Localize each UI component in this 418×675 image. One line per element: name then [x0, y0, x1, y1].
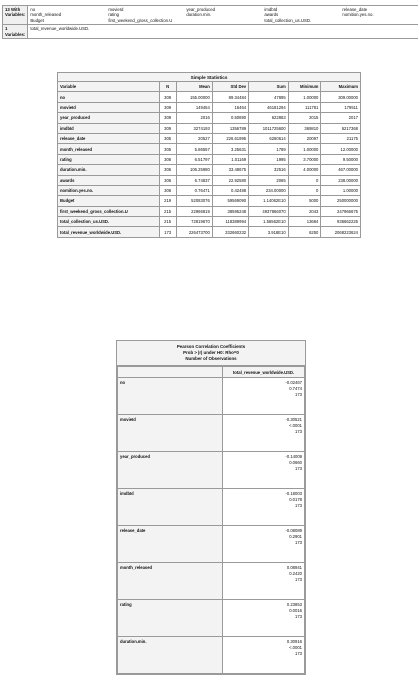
table-cell: 309 — [159, 102, 176, 112]
table-cell: 72819670 — [176, 217, 212, 227]
p-value: <.0001 — [289, 423, 302, 428]
table-row — [58, 165, 361, 175]
correlation-value: -0.14009 — [285, 454, 302, 459]
table-row — [118, 378, 305, 415]
table-cell: 106.25980 — [176, 165, 212, 175]
table-cell: 2016 — [176, 113, 212, 123]
table-row — [58, 196, 361, 206]
column-header: N — [159, 82, 176, 92]
table-cell — [223, 563, 305, 600]
row-label: no — [118, 378, 223, 415]
table-cell: 3274193 — [176, 123, 212, 133]
observation-count: 173 — [295, 540, 302, 545]
p-value: <.0001 — [289, 645, 302, 650]
simple-stats-title: Simple Statistics — [57, 72, 361, 81]
table-cell: 215 — [159, 206, 176, 216]
table-cell: 332660232 — [212, 227, 248, 237]
table-cell: 2017 — [321, 113, 361, 123]
table-cell: 305 — [159, 133, 176, 143]
row-label: movieId — [58, 102, 160, 112]
table-cell: 238.00000 — [321, 175, 361, 185]
table-cell: 4.00000 — [288, 165, 321, 175]
variable-name: month_released — [30, 12, 62, 18]
observation-count: 173 — [295, 651, 302, 656]
table-cell: 111781 — [288, 102, 321, 112]
table-cell: 33.48675 — [212, 165, 248, 175]
table-cell: 6.51797 — [176, 154, 212, 164]
pearson-grid — [117, 366, 305, 674]
table-cell: 22.92580 — [212, 175, 248, 185]
row-label: year_produced — [58, 113, 160, 123]
table-row — [58, 123, 361, 133]
table-row — [58, 206, 361, 216]
table-cell — [223, 452, 305, 489]
row-label: month_released — [118, 563, 223, 600]
table-cell: 305 — [159, 144, 176, 154]
correlation-value: -0.08089 — [285, 528, 302, 533]
table-cell: 9.50000 — [321, 154, 361, 164]
correlation-value: -0.02467 — [285, 380, 302, 385]
variable-name: year_produced — [186, 7, 215, 12]
table-cell: 173 — [159, 227, 176, 237]
table-cell: 2068223624 — [321, 227, 361, 237]
table-cell: 3.918E10 — [249, 227, 289, 237]
table-cell: 1.14062E10 — [249, 196, 289, 206]
table-cell: 622863 — [249, 113, 289, 123]
pearson-title: Pearson Correlation Coefficients — [176, 344, 246, 349]
column-header: Sum — [249, 82, 289, 92]
p-value: 0.0178 — [289, 497, 302, 502]
variables-label-cell — [3, 6, 28, 25]
row-label: total_collection_us.USD. — [58, 217, 160, 227]
pearson-header — [117, 341, 305, 366]
row-label: no — [58, 92, 160, 102]
table-cell: 6217368 — [321, 123, 361, 133]
pearson-corner — [118, 367, 223, 378]
table-row — [118, 600, 305, 637]
table-cell: 2065 — [249, 175, 289, 185]
observation-count: 173 — [295, 503, 302, 508]
table-cell — [223, 378, 305, 415]
table-cell: 1.56562E10 — [249, 217, 289, 227]
table-row — [58, 154, 361, 164]
pearson-obs-label: Number of Observations — [185, 356, 237, 361]
table-cell: 306 — [159, 165, 176, 175]
table-row — [118, 526, 305, 563]
table-cell — [223, 637, 305, 674]
with-variables-label: Variables: — [5, 31, 26, 37]
table-row — [118, 637, 305, 674]
correlation-value: 0.08941 — [286, 565, 302, 570]
row-label: duration.min. — [118, 637, 223, 674]
table-cell: 3.25631 — [212, 144, 248, 154]
table-cell: 309 — [159, 113, 176, 123]
p-value: 0.2420 — [289, 571, 302, 576]
variable-name: duration.min. — [186, 12, 212, 18]
table-cell: 226473700 — [176, 227, 212, 237]
variable-name: Budget — [30, 17, 44, 23]
table-cell: 155.00000 — [176, 92, 212, 102]
row-label: awards — [58, 175, 160, 185]
table-cell: 234.00000 — [249, 185, 289, 195]
pearson-prob-label: Prob > |r| under H0: Rho=0 — [183, 350, 239, 355]
observation-count: 173 — [295, 614, 302, 619]
table-cell: 38595248 — [212, 206, 248, 216]
variable-name: rating — [108, 12, 120, 18]
table-row — [58, 217, 361, 227]
observation-count: 173 — [295, 429, 302, 434]
row-label: imdbId — [118, 489, 223, 526]
table-cell: 1011725600 — [249, 123, 289, 133]
row-label: release_date — [118, 526, 223, 563]
table-cell: 219 — [159, 196, 176, 206]
table-cell: 20097 — [288, 133, 321, 143]
table-cell: 2043 — [288, 206, 321, 216]
variable-name: total_collection_us.USD. — [264, 17, 312, 23]
table-cell: 309 — [159, 92, 176, 102]
table-cell: 32516 — [249, 165, 289, 175]
pearson-column-header: total_revenue_worldwide.USD. — [223, 367, 305, 378]
table-cell: 46181294 — [249, 102, 289, 112]
row-label: imdbId — [58, 123, 160, 133]
p-value: 0.7474 — [289, 386, 302, 391]
var-count-label: 13 With — [5, 7, 21, 12]
with-variable: total_revenue_worldwide.USD. — [30, 26, 90, 32]
table-row — [58, 102, 361, 112]
table-cell: 369810 — [288, 123, 321, 133]
table-cell: 306 — [159, 175, 176, 185]
variable-name: imdbId — [264, 7, 278, 12]
row-label: nomition.yes.no. — [58, 185, 160, 195]
table-row — [58, 133, 361, 143]
table-cell: 3.70000 — [288, 154, 321, 164]
with-count-label: 1 — [5, 26, 8, 32]
table-cell: 13684 — [288, 217, 321, 227]
table-row — [58, 227, 361, 237]
table-cell: 179511 — [321, 102, 361, 112]
row-label: year_produced — [118, 452, 223, 489]
var-variables-label: Variables: — [5, 12, 26, 18]
column-header: Variable — [58, 82, 160, 92]
table-row — [58, 144, 361, 154]
table-cell: 22966819 — [176, 206, 212, 216]
column-header: Minimum — [288, 82, 321, 92]
table-cell: 936662225 — [321, 217, 361, 227]
variables-table — [2, 5, 418, 39]
table-cell: 247966675 — [321, 206, 361, 216]
table-cell: 0.42488 — [212, 185, 248, 195]
table-cell: 6250 — [288, 227, 321, 237]
row-label: rating — [118, 600, 223, 637]
table-cell: 20527 — [176, 133, 212, 143]
variable-name: release_date — [342, 7, 368, 12]
simple-stats-table — [57, 81, 361, 238]
variable-name: awards — [264, 12, 279, 18]
p-value: 0.2901 — [289, 534, 302, 539]
table-cell: 1.00000 — [288, 144, 321, 154]
variables-list-cell — [28, 6, 418, 25]
table-cell: 1356789 — [212, 123, 248, 133]
pearson-table — [116, 340, 306, 675]
row-label: total_revenue_worldwide.USD. — [58, 227, 160, 237]
variables-grid — [30, 7, 418, 23]
simple-stats-header-row — [58, 82, 361, 92]
table-row — [58, 185, 361, 195]
correlation-value: -0.18003 — [285, 491, 302, 496]
column-header: Mean — [176, 82, 212, 92]
table-row — [118, 452, 305, 489]
observation-count: 173 — [295, 466, 302, 471]
table-row — [118, 489, 305, 526]
table-cell: 1.00000 — [321, 185, 361, 195]
row-label: duration.min. — [58, 165, 160, 175]
variable-name: first_weekend_gross_collection.U — [108, 17, 173, 23]
table-cell: 52083076 — [176, 196, 212, 206]
correlation-value: 0.23853 — [286, 602, 302, 607]
table-cell — [223, 415, 305, 452]
table-cell: 4937866070 — [249, 206, 289, 216]
table-cell: 118389994 — [212, 217, 248, 227]
table-row — [58, 92, 361, 102]
column-header: Std Dev — [212, 82, 248, 92]
table-cell: 1789 — [249, 144, 289, 154]
simple-stats-body — [58, 92, 361, 237]
row-label: first_weekend_gross_collection.U — [58, 206, 160, 216]
row-label: month_released — [58, 144, 160, 154]
table-cell: 59569090 — [212, 196, 248, 206]
with-variable-cell — [28, 25, 418, 39]
table-cell: 309 — [159, 123, 176, 133]
row-label: Budget — [58, 196, 160, 206]
table-cell: 250000000 — [321, 196, 361, 206]
p-value: 0.0016 — [289, 608, 302, 613]
table-cell: 226.61995 — [212, 133, 248, 143]
variable-name: no — [30, 7, 36, 12]
table-cell: 6260614 — [249, 133, 289, 143]
table-cell: 47895 — [249, 92, 289, 102]
table-cell: 0 — [288, 175, 321, 185]
observation-count: 173 — [295, 577, 302, 582]
table-cell: 467.00000 — [321, 165, 361, 175]
table-cell: 1995 — [249, 154, 289, 164]
table-cell: 0 — [288, 185, 321, 195]
variable-name: movieId — [108, 7, 124, 12]
correlation-value: -0.30521 — [285, 417, 302, 422]
table-cell: 306 — [159, 185, 176, 195]
row-label: movieId — [118, 415, 223, 452]
column-header: Maximum — [321, 82, 361, 92]
p-value: 0.0660 — [289, 460, 302, 465]
table-row — [118, 415, 305, 452]
table-cell — [223, 600, 305, 637]
table-cell: 5.86557 — [176, 144, 212, 154]
table-row — [58, 113, 361, 123]
table-cell — [223, 526, 305, 563]
table-cell: 5000 — [288, 196, 321, 206]
correlation-value: 0.30916 — [286, 639, 302, 644]
table-row — [58, 175, 361, 185]
table-row — [118, 563, 305, 600]
table-cell: 306 — [159, 154, 176, 164]
table-cell: 1.01169 — [212, 154, 248, 164]
table-cell: 1.00000 — [288, 92, 321, 102]
table-cell: 12.00000 — [321, 144, 361, 154]
variable-name: nomition.yes.no. — [342, 12, 374, 18]
table-cell: 89.34484 — [212, 92, 248, 102]
table-cell: 0.76471 — [176, 185, 212, 195]
table-cell: 16464 — [212, 102, 248, 112]
with-label-cell — [3, 25, 28, 39]
table-cell: 149454 — [176, 102, 212, 112]
table-cell: 6.74837 — [176, 175, 212, 185]
row-label: rating — [58, 154, 160, 164]
table-cell: 215 — [159, 217, 176, 227]
row-label: release_date — [58, 133, 160, 143]
pearson-body — [118, 378, 305, 674]
table-cell — [223, 489, 305, 526]
table-cell: 21175 — [321, 133, 361, 143]
table-cell: 309.00000 — [321, 92, 361, 102]
observation-count: 173 — [295, 392, 302, 397]
table-cell: 0.50890 — [212, 113, 248, 123]
table-cell: 2015 — [288, 113, 321, 123]
